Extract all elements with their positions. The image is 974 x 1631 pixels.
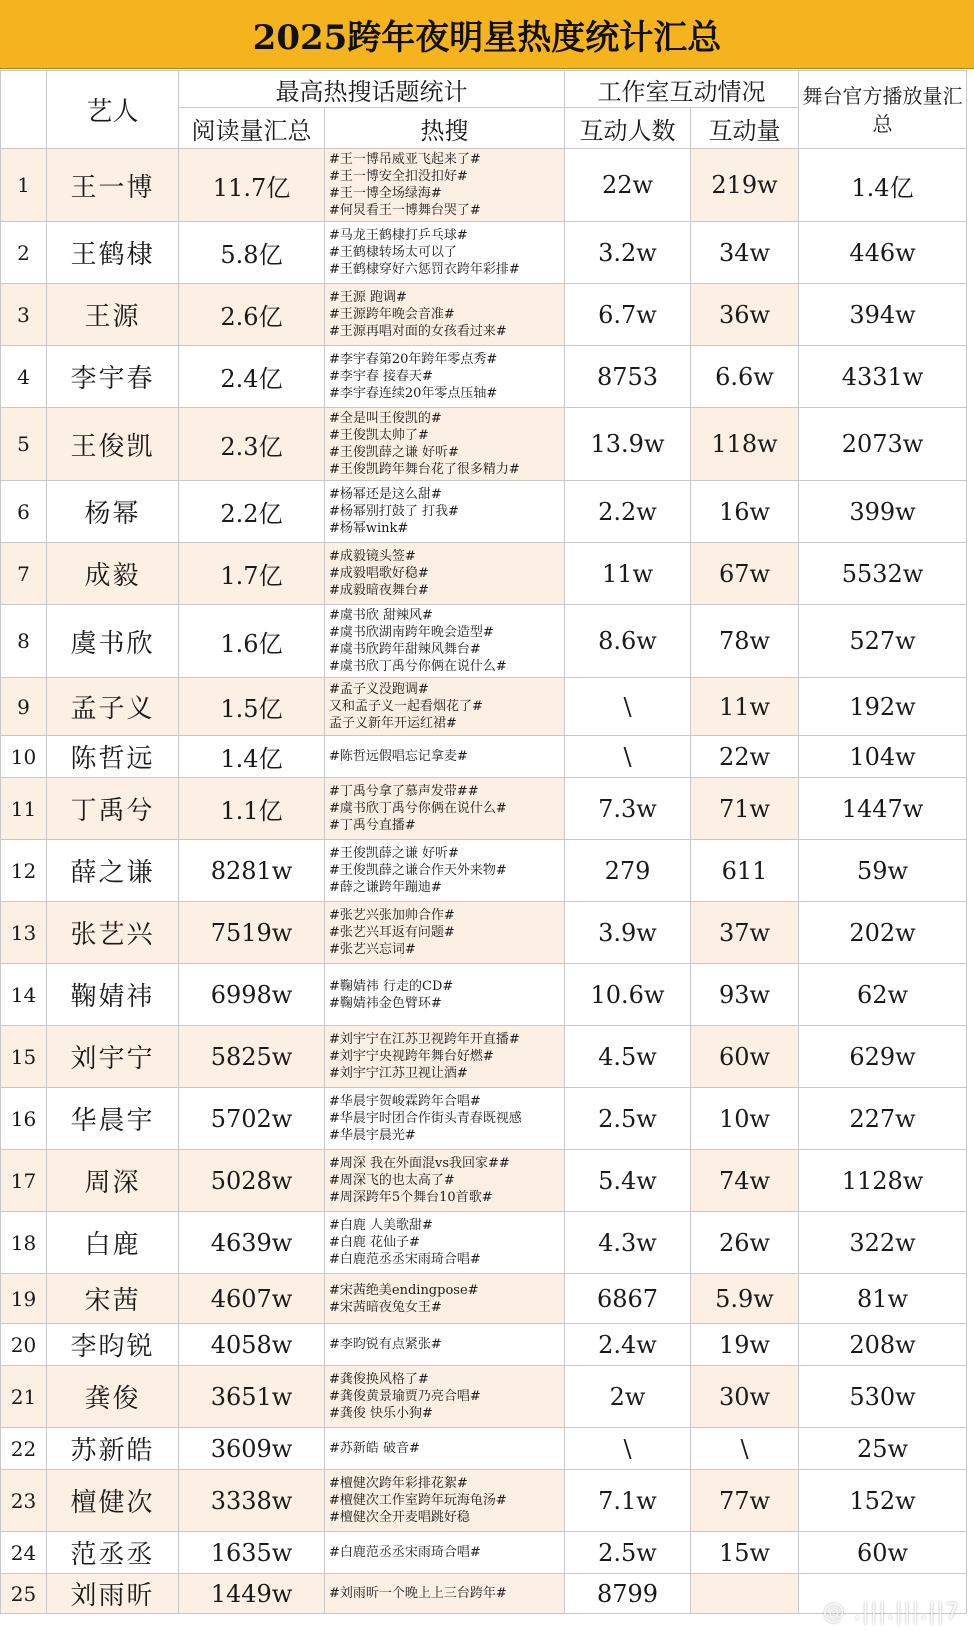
interaction-amount: 611: [691, 840, 799, 902]
artist-name: 陈哲远: [47, 736, 179, 778]
stage-views: 59w: [799, 840, 967, 902]
hot-search-tag: #王一博全场绿海#: [329, 186, 442, 201]
row-index: 6: [1, 481, 47, 543]
hot-search-tags: [325, 543, 565, 605]
hot-search-tags: [325, 1026, 565, 1088]
table-row: [1, 736, 967, 778]
interaction-people: 2.5w: [565, 1088, 691, 1150]
stage-views: 1.4亿: [799, 149, 967, 222]
hot-search-tag: #刘宇宁央视跨年舞台好燃#: [329, 1049, 494, 1064]
hot-search-tags: [325, 149, 565, 222]
table-row: [1, 678, 967, 736]
stage-views: 530w: [799, 1366, 967, 1428]
hot-search-tags: [325, 408, 565, 481]
header-stage-views: 舞台官方播放量汇总: [799, 71, 967, 149]
hot-search-tag: #王鹤棣转场太可以了: [329, 245, 457, 260]
hot-search-tag: #刘宇宁在江苏卫视跨年开直播#: [329, 1032, 520, 1047]
header-studio-group: 工作室互动情况: [565, 71, 799, 108]
artist-name: 杨幂: [47, 481, 179, 543]
artist-name: 周深: [47, 1150, 179, 1212]
hot-search-tag: #白鹿 人美歌甜#: [329, 1218, 433, 1233]
hot-search-tag: #华晨宇时团合作街头青春既视感: [329, 1111, 522, 1126]
hot-search-tags: [325, 678, 565, 736]
table-row: [1, 1470, 967, 1532]
interaction-amount: 6.6w: [691, 346, 799, 408]
hot-search-tags: [325, 1150, 565, 1212]
header-hot-group: 最高热搜话题统计: [179, 71, 565, 108]
interaction-people: 2w: [565, 1366, 691, 1428]
row-index: 12: [1, 840, 47, 902]
stage-views: 4331w: [799, 346, 967, 408]
header-index: [1, 71, 47, 149]
table-row: [1, 1324, 967, 1366]
interaction-amount: 11w: [691, 678, 799, 736]
interaction-amount: 67w: [691, 543, 799, 605]
artist-name: 丁禹兮: [47, 778, 179, 840]
read-total: 3609w: [179, 1428, 325, 1470]
hot-search-tag: #张艺兴张加帅合作#: [329, 908, 455, 923]
hot-search-tag: #宋茜绝美endingpose#: [329, 1282, 479, 1298]
table-row: [1, 1026, 967, 1088]
interaction-amount: 16w: [691, 481, 799, 543]
hot-search-tag: #王一博安全扣没扣好#: [329, 169, 468, 184]
hot-search-tags: [325, 222, 565, 284]
read-total: 1.7亿: [179, 543, 325, 605]
hot-search-tag: #龚俊 快乐小狗#: [329, 1406, 433, 1421]
header-artist: 艺人: [47, 71, 179, 149]
read-total: 1449w: [179, 1574, 325, 1614]
read-total: 2.6亿: [179, 284, 325, 346]
interaction-people: 7.1w: [565, 1470, 691, 1532]
hot-search-tag: #龚俊换风格了#: [329, 1372, 429, 1387]
interaction-people: \: [565, 736, 691, 778]
hot-search-tags: [325, 1274, 565, 1324]
interaction-people: 10.6w: [565, 964, 691, 1026]
read-total: 5702w: [179, 1088, 325, 1150]
hot-search-tags: [325, 481, 565, 543]
row-index: 14: [1, 964, 47, 1026]
row-index: 21: [1, 1366, 47, 1428]
hot-search-tag: #杨幂还是这么甜#: [329, 487, 442, 502]
hot-search-tag: #白鹿范丞丞宋雨琦合唱#: [329, 1545, 481, 1560]
hot-search-tag: #王一博吊威亚飞起来了#: [329, 152, 481, 167]
artist-name: 刘宇宁: [47, 1026, 179, 1088]
hot-search-tag: #檀健次全开麦唱跳好稳: [329, 1510, 470, 1525]
table-row: [1, 605, 967, 678]
hot-search-tag: #张艺兴忘词#: [329, 942, 416, 957]
artist-name: 白鹿: [47, 1212, 179, 1274]
read-total: 4607w: [179, 1274, 325, 1324]
hot-search-tags: [325, 736, 565, 778]
artist-name: 苏新皓: [47, 1428, 179, 1470]
stage-views: 1128w: [799, 1150, 967, 1212]
artist-name: 华晨宇: [47, 1088, 179, 1150]
hot-search-tag: #全是叫王俊凯的#: [329, 411, 442, 426]
stage-views: 394w: [799, 284, 967, 346]
table-row: [1, 481, 967, 543]
read-total: 1.6亿: [179, 605, 325, 678]
read-total: 2.2亿: [179, 481, 325, 543]
stage-views: 81w: [799, 1274, 967, 1324]
table-row: [1, 346, 967, 408]
interaction-amount: 34w: [691, 222, 799, 284]
hot-search-tag: #王俊凯跨年舞台花了很多精力#: [329, 462, 520, 477]
hot-search-tags: [325, 1212, 565, 1274]
interaction-amount: 118w: [691, 408, 799, 481]
hot-search-tags: [325, 1574, 565, 1614]
stage-views: 104w: [799, 736, 967, 778]
header-reads: 阅读量汇总: [179, 108, 325, 149]
hot-search-tags: [325, 840, 565, 902]
hot-search-tag: #华晨宇晨光#: [329, 1128, 416, 1143]
interaction-amount: 30w: [691, 1366, 799, 1428]
row-index: 16: [1, 1088, 47, 1150]
hot-search-tag: #成毅暗夜舞台#: [329, 583, 429, 598]
row-index: 15: [1, 1026, 47, 1088]
hot-search-tag: #李宇春第20年跨年零点秀#: [329, 352, 498, 367]
read-total: 3651w: [179, 1366, 325, 1428]
interaction-amount: 19w: [691, 1324, 799, 1366]
table-row: [1, 1428, 967, 1470]
hot-search-tag: #王源再唱对面的女孩看过来#: [329, 324, 507, 339]
hot-search-tag: #成毅镜头签#: [329, 549, 416, 564]
artist-name: 李昀锐: [47, 1324, 179, 1366]
hot-search-tag: #马龙王鹤棣打乒乓球#: [329, 228, 468, 243]
interaction-people: \: [565, 678, 691, 736]
interaction-amount: 26w: [691, 1212, 799, 1274]
hot-search-tags: [325, 1088, 565, 1150]
row-index: 13: [1, 902, 47, 964]
row-index: 11: [1, 778, 47, 840]
hot-search-tag: #檀健次跨年彩排花絮#: [329, 1476, 468, 1491]
hot-search-tag: #白鹿 花仙子#: [329, 1235, 420, 1250]
hot-search-tag: #周深跨年5个舞台10首歌#: [329, 1190, 493, 1205]
hot-search-tag: #虞书欣丁禹兮你俩在说什么#: [329, 659, 507, 674]
artist-name: 龚俊: [47, 1366, 179, 1428]
table-row: [1, 1088, 967, 1150]
read-total: 1635w: [179, 1532, 325, 1574]
table-row: [1, 1532, 967, 1574]
stage-views: 5532w: [799, 543, 967, 605]
table-row: [1, 222, 967, 284]
interaction-people: 22w: [565, 149, 691, 222]
read-total: 6998w: [179, 964, 325, 1026]
interaction-people: 8753: [565, 346, 691, 408]
row-index: 5: [1, 408, 47, 481]
row-index: 3: [1, 284, 47, 346]
read-total: 2.3亿: [179, 408, 325, 481]
table-row: [1, 1574, 967, 1614]
interaction-amount: 93w: [691, 964, 799, 1026]
hot-search-tag: #华晨宇贺峻霖跨年合唱#: [329, 1094, 481, 1109]
stage-views: 629w: [799, 1026, 967, 1088]
interaction-amount: 10w: [691, 1088, 799, 1150]
read-total: 5028w: [179, 1150, 325, 1212]
hot-search-tags: [325, 964, 565, 1026]
hot-search-tag: #苏新皓 破音#: [329, 1441, 420, 1456]
artist-name: 王俊凯: [47, 408, 179, 481]
interaction-people: 5.4w: [565, 1150, 691, 1212]
interaction-amount: 71w: [691, 778, 799, 840]
artist-name: 宋茜: [47, 1274, 179, 1324]
row-index: 24: [1, 1532, 47, 1574]
hot-search-tag: #鞠婧祎金色臂环#: [329, 995, 442, 1011]
hot-search-tag: #孟子义没跑调#: [329, 682, 429, 697]
interaction-amount: 5.9w: [691, 1274, 799, 1324]
read-total: 7519w: [179, 902, 325, 964]
interaction-people: 2.2w: [565, 481, 691, 543]
row-index: 9: [1, 678, 47, 736]
row-index: 18: [1, 1212, 47, 1274]
table-body: [1, 149, 967, 1614]
table-row: [1, 543, 967, 605]
interaction-people: 7.3w: [565, 778, 691, 840]
sheet-title: 2025跨年夜明星热度统计汇总: [0, 0, 974, 69]
table-row: [1, 902, 967, 964]
read-total: 5825w: [179, 1026, 325, 1088]
hot-search-tag: #王俊凯薛之谦合作天外来物#: [329, 863, 507, 878]
hot-search-tag: #王鹤棣穿好六惩罚衣跨年彩排#: [329, 262, 520, 277]
table-row: [1, 1366, 967, 1428]
interaction-people: \: [565, 1428, 691, 1470]
artist-name: 孟子义: [47, 678, 179, 736]
hot-search-tags: [325, 1470, 565, 1532]
artist-name: 张艺兴: [47, 902, 179, 964]
stats-table: [0, 70, 967, 1614]
hot-search-tag: #虞书欣跨年甜辣风舞台#: [329, 642, 481, 657]
row-index: 4: [1, 346, 47, 408]
read-total: 4639w: [179, 1212, 325, 1274]
stage-views: 446w: [799, 222, 967, 284]
hot-search-tags: [325, 346, 565, 408]
artist-name: 王源: [47, 284, 179, 346]
table-row: [1, 778, 967, 840]
hot-search-tag: #王源跨年晚会音准#: [329, 307, 455, 322]
interaction-people: 2.5w: [565, 1532, 691, 1574]
stage-views: 322w: [799, 1212, 967, 1274]
interaction-amount: 219w: [691, 149, 799, 222]
hot-search-tags: [325, 1428, 565, 1470]
table-row: [1, 284, 967, 346]
interaction-people: 4.3w: [565, 1212, 691, 1274]
table-row: [1, 1212, 967, 1274]
table-row: [1, 964, 967, 1026]
hot-search-tag: #龚俊黄景瑜贾乃亮合唱#: [329, 1389, 481, 1404]
interaction-people: 3.9w: [565, 902, 691, 964]
hot-search-tag: #周深飞的也太高了#: [329, 1173, 455, 1188]
stage-views: 208w: [799, 1324, 967, 1366]
hot-search-tag: #鞠婧祎 行走的CD#: [329, 978, 454, 994]
interaction-amount: \: [691, 1428, 799, 1470]
interaction-people: 11w: [565, 543, 691, 605]
hot-search-tag: #张艺兴耳返有问题#: [329, 925, 455, 940]
interaction-people: 8.6w: [565, 605, 691, 678]
hot-search-tags: [325, 284, 565, 346]
row-index: 7: [1, 543, 47, 605]
hot-search-tag: #王俊凯薛之谦 好听#: [329, 846, 459, 861]
row-index: 2: [1, 222, 47, 284]
interaction-amount: 78w: [691, 605, 799, 678]
hot-search-tags: [325, 1324, 565, 1366]
artist-name: 范丞丞: [47, 1532, 179, 1574]
hot-search-tag: 孟子义新年开运红裙#: [329, 716, 457, 731]
hot-search-tag: #檀健次工作室跨年玩海龟汤#: [329, 1493, 507, 1508]
hot-search-tag: #王源 跑调#: [329, 290, 407, 305]
read-total: 1.1亿: [179, 778, 325, 840]
read-total: 3338w: [179, 1470, 325, 1532]
interaction-amount: [691, 1574, 799, 1614]
read-total: 2.4亿: [179, 346, 325, 408]
hot-search-tag: #王俊凯太帅了#: [329, 428, 429, 443]
hot-search-tags: [325, 1366, 565, 1428]
hot-search-tag: #李宇春 接春天#: [329, 369, 433, 384]
stage-views: 2073w: [799, 408, 967, 481]
interaction-people: 3.2w: [565, 222, 691, 284]
row-index: 17: [1, 1150, 47, 1212]
artist-name: 薛之谦: [47, 840, 179, 902]
hot-search-tag: #李昀锐有点紧张#: [329, 1337, 442, 1352]
hot-search-tag: #丁禹兮拿了慕声发带##: [329, 784, 479, 799]
row-index: 25: [1, 1574, 47, 1614]
hot-search-tag: 又和孟子义一起看烟花了#: [329, 699, 483, 714]
row-index: 23: [1, 1470, 47, 1532]
interaction-amount: 60w: [691, 1026, 799, 1088]
read-total: 1.5亿: [179, 678, 325, 736]
interaction-amount: 74w: [691, 1150, 799, 1212]
table-row: [1, 840, 967, 902]
artist-name: 王一博: [47, 149, 179, 222]
interaction-people: 2.4w: [565, 1324, 691, 1366]
header-tags: 热搜: [325, 108, 565, 149]
hot-search-tag: #杨幂别打鼓了 打我#: [329, 504, 459, 519]
hot-search-tag: #李宇春连续20年零点压轴#: [329, 386, 498, 401]
artist-name: 檀健次: [47, 1470, 179, 1532]
artist-name: 刘雨昕: [47, 1574, 179, 1614]
stage-views: 1447w: [799, 778, 967, 840]
interaction-amount: 36w: [691, 284, 799, 346]
hot-search-tag: #成毅唱歌好稳#: [329, 566, 429, 581]
read-total: 1.4亿: [179, 736, 325, 778]
stage-views: 62w: [799, 964, 967, 1026]
interaction-people: 6867: [565, 1274, 691, 1324]
row-index: 1: [1, 149, 47, 222]
hot-search-tag: #白鹿范丞丞宋雨琦合唱#: [329, 1252, 481, 1267]
header-people: 互动人数: [565, 108, 691, 149]
header-row-top: [1, 71, 967, 108]
row-index: 19: [1, 1274, 47, 1324]
interaction-amount: 37w: [691, 902, 799, 964]
row-index: 10: [1, 736, 47, 778]
stage-views: 227w: [799, 1088, 967, 1150]
artist-name: 成毅: [47, 543, 179, 605]
stage-views: 399w: [799, 481, 967, 543]
read-total: 5.8亿: [179, 222, 325, 284]
row-index: 22: [1, 1428, 47, 1470]
watermark: @ .|||.|||.||7: [822, 1600, 960, 1625]
row-index: 8: [1, 605, 47, 678]
stage-views: 192w: [799, 678, 967, 736]
artist-name: 李宇春: [47, 346, 179, 408]
interaction-people: 279: [565, 840, 691, 902]
stage-views: 527w: [799, 605, 967, 678]
interaction-people: 6.7w: [565, 284, 691, 346]
artist-name: 虞书欣: [47, 605, 179, 678]
table-row: [1, 1274, 967, 1324]
interaction-people: 4.5w: [565, 1026, 691, 1088]
stage-views: 202w: [799, 902, 967, 964]
hot-search-tags: [325, 605, 565, 678]
hot-search-tag: #刘宇宁江苏卫视让酒#: [329, 1066, 468, 1081]
interaction-amount: 22w: [691, 736, 799, 778]
interaction-people: 8799: [565, 1574, 691, 1614]
stage-views: 152w: [799, 1470, 967, 1532]
table-row: [1, 149, 967, 222]
stage-views: 60w: [799, 1532, 967, 1574]
interaction-amount: 77w: [691, 1470, 799, 1532]
interaction-amount: 15w: [691, 1532, 799, 1574]
hot-search-tags: [325, 902, 565, 964]
hot-search-tag: #刘雨昕一个晚上上三台跨年#: [329, 1586, 507, 1601]
row-index: 20: [1, 1324, 47, 1366]
stage-views: 25w: [799, 1428, 967, 1470]
hot-search-tags: [325, 778, 565, 840]
table-row: [1, 408, 967, 481]
read-total: 4058w: [179, 1324, 325, 1366]
hot-search-tag: #王俊凯薛之谦 好听#: [329, 445, 459, 460]
hot-search-tag: #杨幂wink#: [329, 521, 409, 536]
read-total: 11.7亿: [179, 149, 325, 222]
hot-search-tag: #陈哲远假唱忘记拿麦#: [329, 749, 468, 764]
table-row: [1, 1150, 967, 1212]
hot-search-tag: #虞书欣丁禹兮你俩在说什么#: [329, 801, 507, 816]
header-amount: 互动量: [691, 108, 799, 149]
artist-name: 王鹤棣: [47, 222, 179, 284]
artist-name: 鞠婧祎: [47, 964, 179, 1026]
read-total: 8281w: [179, 840, 325, 902]
hot-search-tag: #周深 我在外面混vs我回家##: [329, 1156, 510, 1171]
hot-search-tags: [325, 1532, 565, 1574]
hot-search-tag: #宋茜暗夜兔女王#: [329, 1299, 442, 1315]
hot-search-tag: #虞书欣湖南跨年晚会造型#: [329, 625, 494, 640]
interaction-people: 13.9w: [565, 408, 691, 481]
hot-search-tag: #薛之谦跨年蹦迪#: [329, 880, 442, 895]
hot-search-tag: #虞书欣 甜辣风#: [329, 608, 433, 623]
hot-search-tag: #丁禹兮直播#: [329, 818, 416, 833]
hot-search-tag: #何炅看王一博舞台哭了#: [329, 203, 481, 218]
